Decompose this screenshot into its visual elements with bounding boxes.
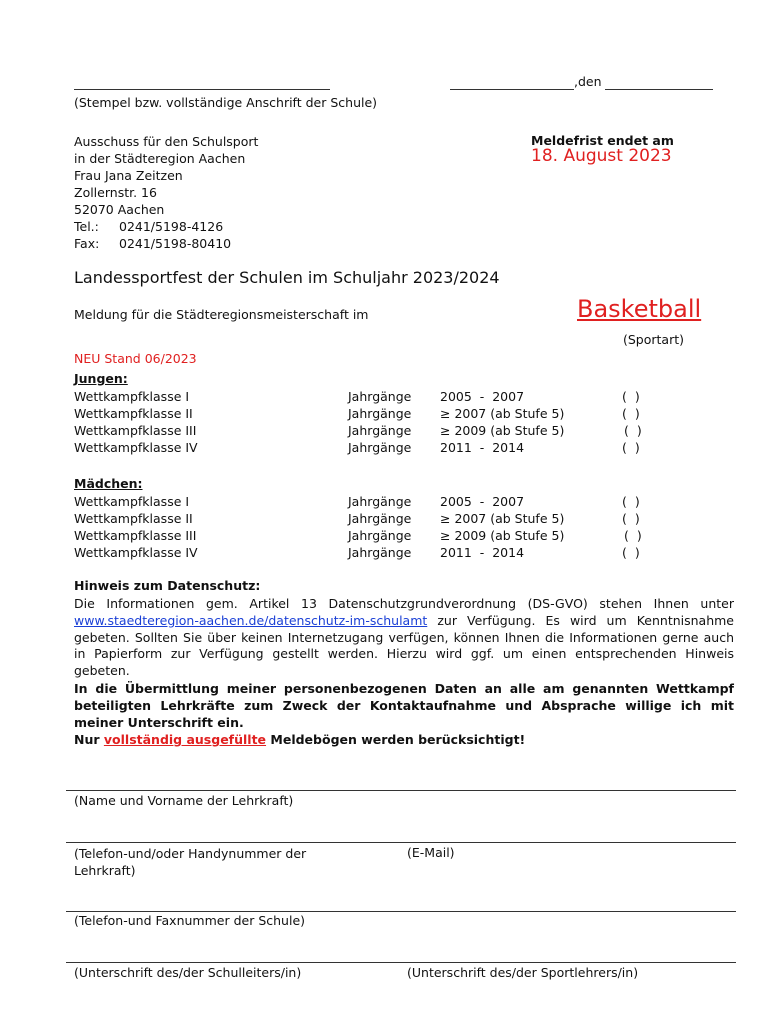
boys-row — [74, 389, 674, 406]
address-line: Zollernstr. 16 — [74, 185, 157, 200]
address-line: Ausschuss für den Schulsport — [74, 134, 259, 149]
deadline-label: Meldefrist endet am — [531, 133, 674, 148]
boys-row — [74, 440, 674, 457]
boys-heading: Jungen: — [74, 371, 128, 386]
checkbox[interactable]: ( ) — [622, 406, 640, 421]
checkbox[interactable]: ( ) — [622, 389, 640, 404]
teacher-phone-label: (Telefon-und/oder Handynummer der Lehrkraft) — [74, 846, 307, 878]
years-range: 2011 - 2014 — [440, 545, 525, 560]
school-phone-line[interactable] — [66, 911, 736, 912]
boys-row — [74, 406, 674, 423]
teacher-name-line[interactable] — [66, 790, 736, 791]
class-name: Wettkampfklasse I — [74, 494, 190, 509]
stamp-label: (Stempel bzw. vollständige Anschrift der Schule) — [74, 95, 378, 110]
class-name: Wettkampfklasse IV — [74, 440, 198, 455]
years-label: Jahrgänge — [348, 511, 412, 526]
privacy-text — [74, 596, 734, 680]
fax-line — [74, 235, 258, 252]
tel-label: Tel.: — [74, 219, 99, 234]
privacy-link[interactable]: www.staedteregion-aachen.de/datenschutz-im-schulamt — [74, 612, 428, 628]
privacy-text-rest: zur Verfügung. Es wird um Kenntnisnahme gebeten. Sollten Sie über keinen Internetzugang verfügen, können Ihnen die Informationen gerne auch in Papierform zur Verfügung gestellt werden. Hierzu wird ggf. um einen entsprechenden Hinweis gebeten. — [74, 612, 734, 679]
phone-line — [74, 218, 258, 235]
boys-row — [74, 423, 674, 440]
checkbox[interactable]: ( ) — [622, 440, 640, 455]
teacher-name-label: (Name und Vorname der Lehrkraft) — [74, 793, 294, 808]
years-range: 2011 - 2014 — [440, 440, 525, 455]
completeness-prefix: Nur — [74, 732, 100, 747]
completeness-highlight: vollständig ausgefüllte — [103, 732, 267, 747]
registration-text: Meldung für die Städteregionsmeisterschaft im — [74, 307, 369, 322]
girls-row — [74, 545, 674, 562]
years-label: Jahrgänge — [348, 494, 412, 509]
years-range: ≥ 2009 (ab Stufe 5) — [440, 423, 565, 438]
completeness-note — [74, 732, 734, 749]
class-name: Wettkampfklasse III — [74, 528, 197, 543]
fax-label: Fax: — [74, 236, 100, 251]
date-label: ,den — [574, 74, 602, 89]
class-name: Wettkampfklasse III — [74, 423, 197, 438]
years-label: Jahrgänge — [348, 423, 412, 438]
checkbox[interactable]: ( ) — [624, 528, 642, 543]
signature-line[interactable] — [66, 962, 736, 963]
years-range: 2005 - 2007 — [440, 389, 525, 404]
deadline-date: 18. August 2023 — [531, 146, 672, 166]
girls-row — [74, 528, 674, 545]
checkbox[interactable]: ( ) — [622, 545, 640, 560]
years-label: Jahrgänge — [348, 440, 412, 455]
sports-teacher-signature-label: (Unterschrift des/der Sportlehrers/in) — [407, 965, 639, 980]
class-name: Wettkampfklasse II — [74, 406, 193, 421]
years-label: Jahrgänge — [348, 389, 412, 404]
sport-caption: (Sportart) — [623, 332, 685, 347]
years-label: Jahrgänge — [348, 406, 412, 421]
email-label: (E-Mail) — [407, 845, 455, 860]
years-range: ≥ 2009 (ab Stufe 5) — [440, 528, 565, 543]
years-label: Jahrgänge — [348, 545, 412, 560]
checkbox[interactable]: ( ) — [622, 494, 640, 509]
girls-row — [74, 511, 674, 528]
tel-value: 0241/5198-4126 — [119, 219, 224, 234]
fax-value: 0241/5198-80410 — [119, 236, 232, 251]
privacy-heading: Hinweis zum Datenschutz: — [74, 578, 261, 593]
girls-row — [74, 494, 674, 511]
address-block — [74, 133, 258, 252]
status-note: NEU Stand 06/2023 — [74, 351, 197, 366]
sport-name: Basketball — [577, 295, 702, 323]
years-label: Jahrgänge — [348, 528, 412, 543]
stamp-line[interactable] — [74, 89, 330, 90]
place-line[interactable] — [450, 89, 574, 90]
school-phone-label: (Telefon-und Faxnummer der Schule) — [74, 913, 306, 928]
principal-signature-label: (Unterschrift des/der Schulleiters/in) — [74, 965, 302, 980]
address-line: in der Städteregion Aachen — [74, 151, 246, 166]
consent-text: In die Übermittlung meiner personenbezogenen Daten an alle am genannten Wettkampf beteiligten Lehrkräfte zum Zweck der Kontaktaufnahme und Absprache willige ich mit meiner Unterschrift ein. — [74, 681, 734, 730]
years-range: 2005 - 2007 — [440, 494, 525, 509]
class-name: Wettkampfklasse II — [74, 511, 193, 526]
checkbox[interactable]: ( ) — [622, 511, 640, 526]
girls-heading: Mädchen: — [74, 476, 143, 491]
address-line: 52070 Aachen — [74, 202, 165, 217]
completeness-suffix: Meldebögen werden berücksichtigt! — [270, 732, 526, 747]
checkbox[interactable]: ( ) — [624, 423, 642, 438]
teacher-contact-line[interactable] — [66, 842, 736, 843]
class-name: Wettkampfklasse I — [74, 389, 190, 404]
privacy-text-intro: Die Informationen gem. Artikel 13 Datenschutzgrundverordnung (DS-GVO) stehen Ihnen unter — [74, 596, 734, 611]
address-line: Frau Jana Zeitzen — [74, 168, 183, 183]
page-title: Landessportfest der Schulen im Schuljahr 2023/2024 — [74, 268, 500, 287]
date-line[interactable] — [605, 89, 713, 90]
class-name: Wettkampfklasse IV — [74, 545, 198, 560]
years-range: ≥ 2007 (ab Stufe 5) — [440, 406, 565, 421]
years-range: ≥ 2007 (ab Stufe 5) — [440, 511, 565, 526]
